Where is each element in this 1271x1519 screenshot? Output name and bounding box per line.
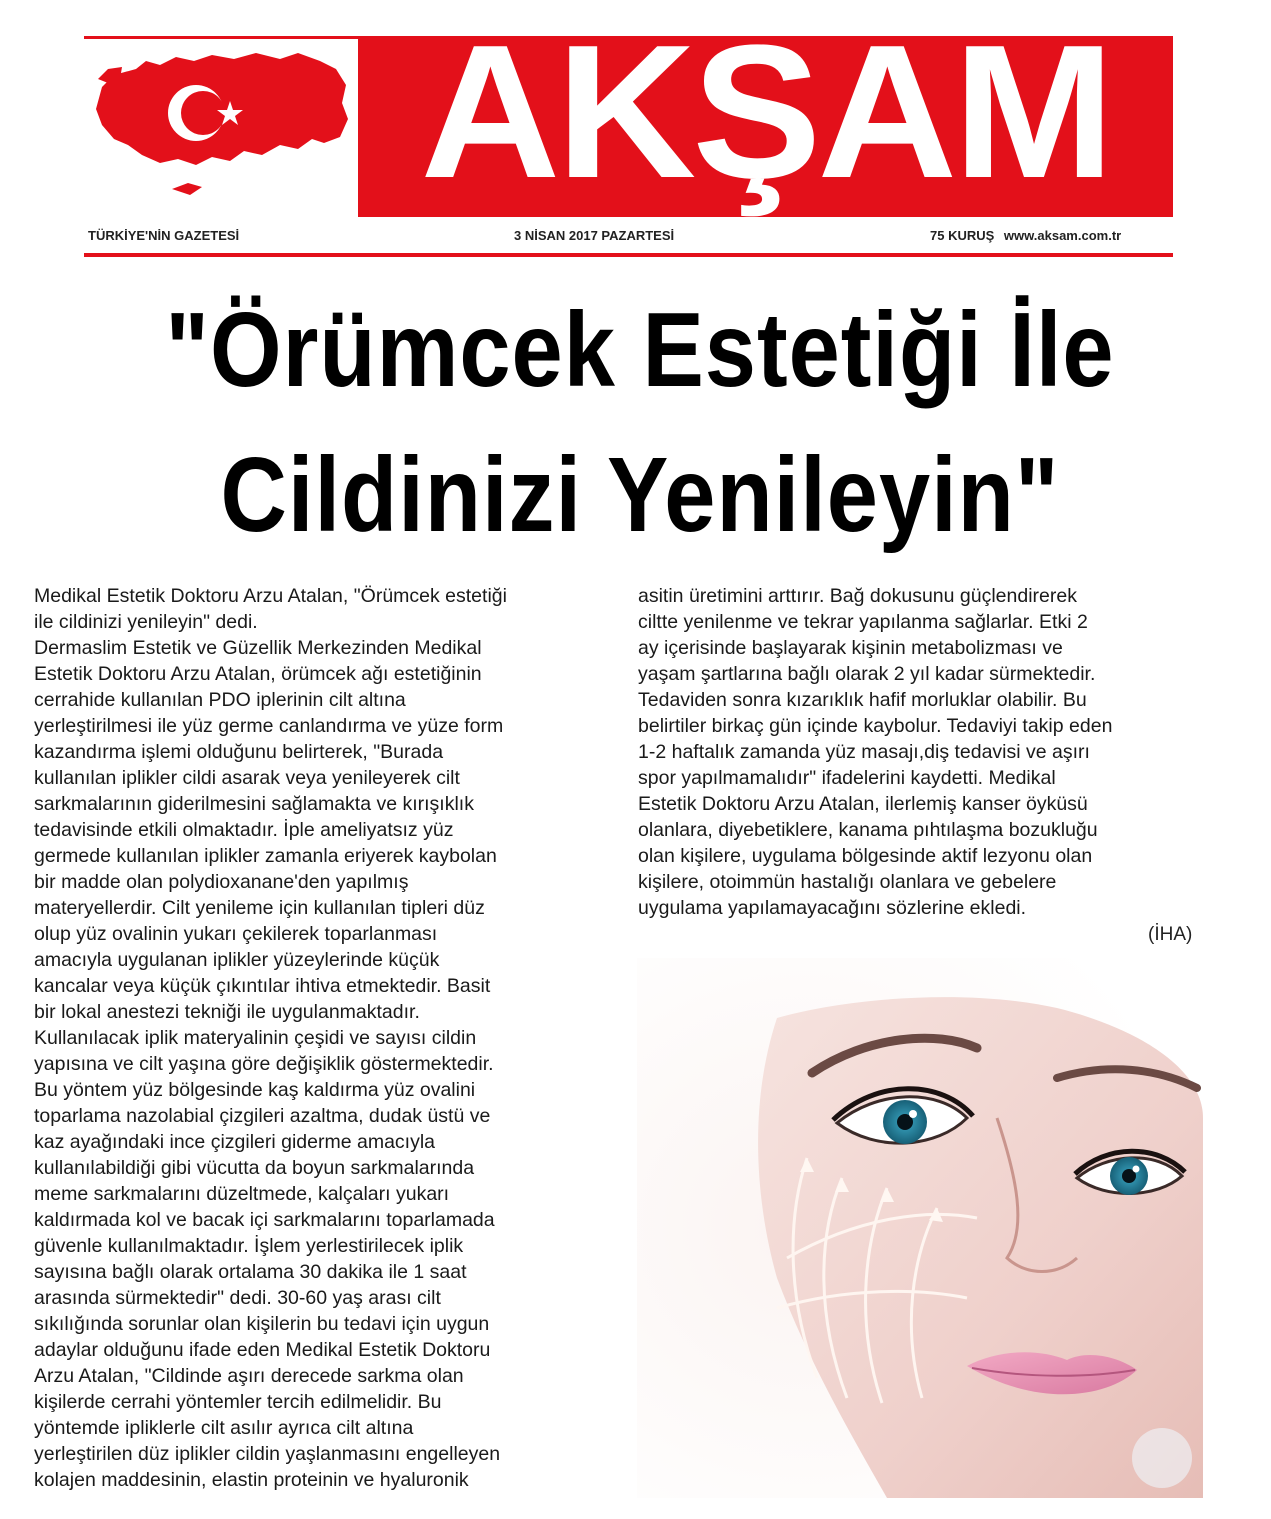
article-text-line: materyellerdir. Cilt yenileme için kullanılan tipleri düz <box>34 897 485 919</box>
article-text-line: olan kişilere, uygulama bölgesinde aktif lezyonu olan <box>638 845 1093 867</box>
article-text-line: 1-2 haftalık zamanda yüz masajı,diş tedavisi ve aşırı <box>638 741 1090 763</box>
article-left-column <box>34 583 604 1493</box>
article-text-line: adaylar olduğunu ifade eden Medikal Estetik Doktoru <box>34 1339 491 1361</box>
article-photo <box>637 958 1203 1498</box>
article-text-line: olanlara, diyebetiklere, kanama pıhtılaşma bozukluğu <box>638 819 1098 841</box>
article-text-line: Arzu Atalan, "Cildinde aşırı derecede sarkma olan <box>34 1365 464 1387</box>
article-text-line: yerleştirilmesi ile yüz germe canlandırma ve yüze form <box>34 715 504 737</box>
website-link: www.aksam.com.tr <box>1003 228 1122 243</box>
article-text-line: kişilerde cerrahi yöntemler tercih edilmelidir. Bu <box>34 1391 442 1413</box>
article-text-line: spor yapılmamalıdır" ifadelerini kaydetti. Medikal <box>638 767 1056 789</box>
masthead-subline <box>84 226 1173 248</box>
issue-price-and-website <box>930 228 1121 243</box>
turkey-map-flag-icon <box>84 39 356 219</box>
masthead-logo-text: AKŞAM <box>420 39 1111 217</box>
article-text-line: Tedaviden sonra kızarıklık hafif morluklar olabilir. Bu <box>638 689 1087 711</box>
article-text-line: yerleştirilen düz iplikler cildin yaşlanmasını engelleyen <box>34 1443 501 1465</box>
article-text-line: tedavisinde etkili olmaktadır. İple ameliyatsız yüz <box>34 819 454 841</box>
article-text-line: toparlama nazolabial çizgileri azaltma, dudak üstü ve <box>34 1105 491 1127</box>
article-text-line: germede kullanılan iplikler zamanla eriyerek kaybolan <box>34 845 497 867</box>
article-text-line: ciltte yenilenme ve tekrar yapılanma sağlarlar. Etki 2 <box>638 611 1088 633</box>
article-text-line: Kullanılacak iplik materyalinin çeşidi ve sayısı cildin <box>34 1027 477 1049</box>
article-text-line: bir madde olan polydioxanane'den yapılmış <box>34 871 409 893</box>
article-text-line: kazandırma işlemi olduğunu belirterek, "Burada <box>34 741 444 763</box>
article-text-line: ile cildinizi yenileyin" dedi. <box>34 611 258 633</box>
news-agency-credit: (İHA) <box>1148 924 1193 945</box>
article-text-line: kaldırmada kol ve bacak içi sarkmalarını toparlamada <box>34 1209 495 1231</box>
masthead-tagline: TÜRKİYE'NİN GAZETESİ <box>88 228 240 243</box>
issue-price: 75 KURUŞ <box>930 228 995 243</box>
issue-date: 3 NİSAN 2017 PAZARTESİ <box>514 228 675 243</box>
article-text-line: kullanılan iplikler cildi asarak veya yenileyerek cilt <box>34 767 460 789</box>
article-text-line: sıkılığında sorunlar olan kişilerin bu tedavi için uygun <box>34 1313 490 1335</box>
article-text-line: Estetik Doktoru Arzu Atalan, örümcek ağı estetiğinin <box>34 663 482 685</box>
article-text-line: olup yüz ovalinin yukarı çekilerek toparlanması <box>34 923 438 945</box>
article-text-line: arasında sürmektedir" dedi. 30-60 yaş arası cilt <box>34 1287 441 1309</box>
article-text-line: meme sarkmalarını düzeltmede, kalçaları yukarı <box>34 1183 450 1205</box>
article-text-line: sarkmalarının giderilmesini sağlamakta ve kırışıklık <box>34 793 474 815</box>
article-text-line: kişilere, otoimmün hastalığı olanlara ve gebelere <box>638 871 1057 893</box>
article-text-line: Estetik Doktoru Arzu Atalan, ilerlemiş kanser öyküsü <box>638 793 1088 815</box>
article-text-line: yöntemde ipliklerle cilt asılır ayrıca cilt altına <box>34 1417 414 1439</box>
article-text-line: Bu yöntem yüz bölgesinde kaş kaldırma yüz ovalini <box>34 1079 476 1101</box>
headline-line: Cildinizi Yenileyin" <box>220 436 1060 554</box>
article-text-line: asitin üretimini arttırır. Bağ dokusunu güçlendirerek <box>638 585 1077 607</box>
article-text-line: Medikal Estetik Doktoru Arzu Atalan, "Örümcek estetiği <box>34 585 507 607</box>
article-text-line: kolajen maddesinin, elastin proteinin ve hyaluronik <box>34 1469 469 1491</box>
article-text-line: ay içerisinde başlayarak kişinin metabolizması ve <box>638 637 1063 659</box>
article-text-line: belirtiler birkaç gün içinde kaybolur. Tedaviyi takip eden <box>638 715 1113 737</box>
article-text-line: güvenle kullanılmaktadır. İşlem yerlestirilecek iplik <box>34 1235 464 1257</box>
masthead <box>84 39 1173 219</box>
article-headline <box>30 278 1250 568</box>
article-text-line: yapısına ve cilt yaşına göre değişiklik göstermektedir. <box>34 1053 494 1075</box>
article-right-column <box>638 583 1213 921</box>
article-text-line: amacıyla uygulanan iplikler yüzeylerinde küçük <box>34 949 440 971</box>
article-text-line: Dermaslim Estetik ve Güzellik Merkezinden Medikal <box>34 637 482 659</box>
masthead-bottom-rule <box>84 253 1173 257</box>
article-text-line: kullanılabildiği gibi vücutta da boyun sarkmalarında <box>34 1157 475 1179</box>
article-text-line: kancalar veya küçük çıkıntılar ihtiva etmektedir. Basit <box>34 975 491 997</box>
article-text-line: bir lokal anestezi tekniği ile uygulanmaktadır. <box>34 1001 420 1023</box>
article-text-line: sayısına bağlı olarak ortalama 30 dakika ile 1 saat <box>34 1261 467 1283</box>
article-text-line: cerrahide kullanılan PDO iplerinin cilt altına <box>34 689 406 711</box>
masthead-logo-panel <box>358 39 1173 217</box>
article-text-line: yaşam şartlarına bağlı olarak 2 yıl kadar sürmektedir. <box>638 663 1096 685</box>
article-text-line: kaz ayağındaki ince çizgileri giderme amacıyla <box>34 1131 436 1153</box>
article-text-line: uygulama yapılamayacağını sözlerine ekledi. <box>638 897 1027 919</box>
headline-line: "Örümcek Estetiği İle <box>165 291 1115 410</box>
woman-face-thread-lift-illustration <box>637 958 1203 1498</box>
